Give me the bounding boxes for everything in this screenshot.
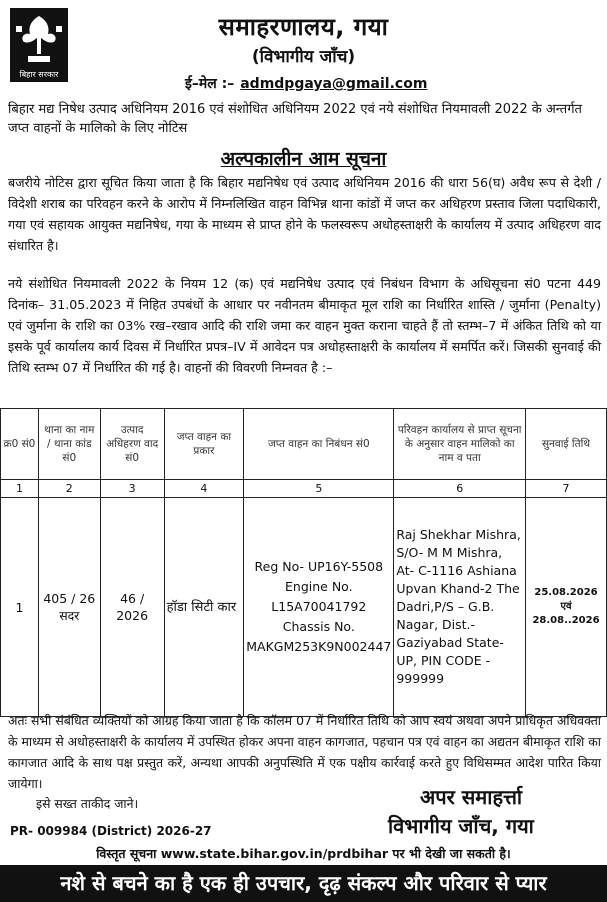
column-number: 3 (100, 480, 164, 498)
table-header-row (1, 409, 607, 480)
website-footnote: विस्तृत सूचना www.state.bihar.gov.in/prdbihar पर भी देखी जा सकती है। (96, 846, 511, 861)
hearing-dates (526, 498, 607, 717)
registration-cell (244, 498, 394, 717)
notice-header (0, 0, 607, 98)
department-subtitle: (विभागीय जाँच) (251, 47, 356, 67)
reg-number: Reg No- UP16Y-5508 (254, 559, 384, 574)
column-number-row (1, 480, 607, 498)
column-number: 6 (394, 480, 526, 498)
column-number: 5 (244, 480, 394, 498)
engine-number: L15A70041792 (271, 599, 367, 614)
email-label: ई–मेल :– (185, 76, 235, 92)
chassis-label: Chassis No. (282, 619, 355, 634)
signature-designation: अपर समाहर्त्ता (420, 785, 523, 809)
column-number: 1 (1, 480, 39, 498)
notice-paragraph-3: अतः सभी संबंधित व्यक्तियों को आग्रह किया जाता है कि कॉलम 07 में निर्धारित तिथि को आप स्वयं अथवा अपने प्राधिकृत अधिवक्ता के माध्यम से अधोहस्ताक्षरी के कार्यालय में उपस्थित होकर अपना वाहन कागजात, पहचान पत्र एवं वाहन का अद्यतन बीमाकृत राशि का कागजात आदि के साथ पक्ष प्रस्तुत करें, अन्यथा आपकी अनुपस्थिति में एक पक्षीय कार्रवाई करते हुए विधिसम्मत आदेश पारित किया जायेगा। (8, 713, 601, 791)
notice-paragraph-1: बजरीये नोटिस द्वारा सूचित किया जाता है कि बिहार मद्यनिषेध एवं उत्पाद अधिनियम 2016 की धारा 56(घ) अवैध रूप से देशी / विदेशी शराब का परिवहन करने के आरोप में निम्नलिखित वाहन विभिन्न थाना कांडों में जप्त कर अधिहरण प्रस्ताव जिला पदाधिकारी, गया एवं सहायक आयुक्त मद्यनिषेध, गया के माध्यम से प्राप्त होने के फलस्वरूप अधोहस्ताक्षरी के कार्यालय में उत्पाद अधिहरण वाद संधारित है। (8, 175, 601, 253)
notice-heading: अल्पकालीन आम सूचना (220, 148, 387, 170)
pr-number: PR- 009984 (District) 2026-27 (10, 824, 212, 838)
header-cell: जप्त वाहन का निबंधन सं0 (244, 409, 394, 480)
table-row (1, 498, 607, 717)
column-number: 4 (164, 480, 244, 498)
column-number: 2 (38, 480, 100, 498)
header-cell: क्र0 सं0 (1, 409, 39, 480)
header-cell: उत्पाद अधिहरण वाद सं0 (100, 409, 164, 480)
notice-closing: इसे सख्त ताकीद जाने। (36, 796, 139, 811)
notice-paragraph-2: नये संशोधित नियमावली 2022 के नियम 12 (क) एवं मद्यनिषेध उत्पाद एवं निबंधन विभाग के अधिसूचना सं0 पटना 449 दिनांक– 31.05.2023 में निहित उपबंधों के आधार पर नवीनतम बीमाकृत मूल राशि का निर्धारित शास्ति / जुर्माना (Penalty) एवं जुर्माना के राशि का 03% रख–रखाव आदि की राशि जमा कर वाहन मुक्त कराना चाहते हैं तो स्तम्भ–7 में अंकित तिथि को या इसके पूर्व कार्यालय कार्य दिवस में निर्धारित प्रपत्र–IV में आवेदन पत्र अधोहस्ताक्षरी के कार्यालय में समर्पित करें। जिसकी सुनवाई की तिथि स्तम्भ 07 में निर्धारित की गई है। वाहनों की विवरणी निम्नवत है :– (8, 276, 601, 375)
hearing-date-2: 28.08..2026 (532, 615, 600, 626)
vehicle-table (0, 408, 607, 717)
notice-intro: बिहार मद्य निषेध उत्पाद अधिनियम 2016 एवं संशोधित अधिनियम 2022 एवं नये संशोधित नियमावली 2022 के अन्तर्गत जप्त वाहनों के मालिको के लिए नोटिस (8, 102, 582, 136)
owner-details: Raj Shekhar Mishra, S/O- M M Mishra, At- C-1116 Ashiana Upvan Khand-2 The Dadri,P/S – G.B. Nagar, Dist.- Gaziyabad State- UP, PIN CODE - 999999 (394, 498, 526, 717)
serial-number: 1 (1, 498, 39, 717)
slogan-banner: नशे से बचने का है एक ही उपचार, दृढ़ संकल्प और परिवार से प्यार (0, 865, 607, 902)
email-address[interactable]: admdpgaya@gmail.com (240, 76, 428, 92)
thana-kand: 405 / 26 (43, 591, 96, 606)
logo-caption: बिहार सरकार (19, 70, 59, 79)
thana-cell (38, 498, 100, 717)
hearing-date-join: एवं (560, 601, 572, 612)
column-number: 7 (526, 480, 607, 498)
header-cell: जप्त वाहन का प्रकार (164, 409, 244, 480)
signature-department: विभागीय जाँच, गया (388, 814, 534, 838)
office-title: समाहरणालय, गया (218, 13, 389, 41)
hearing-date-1: 25.08.2026 (534, 587, 598, 598)
header-cell: सुनवाई तिथि (526, 409, 607, 480)
engine-label: Engine No. (285, 579, 353, 594)
thana-name: सदर (59, 608, 80, 623)
email-line (185, 74, 427, 93)
header-cell: थाना का नाम / थाना कांड सं0 (38, 409, 100, 480)
header-cell: परिवहन कार्यालय से प्राप्त सूचना के अनुसार वाहन मालिको का नाम व पता (394, 409, 526, 480)
vehicle-type: हॉडा सिटी कार (164, 498, 244, 717)
chassis-number: MAKGM253K9N002447 (246, 639, 392, 654)
case-number: 46 / 2026 (100, 498, 164, 717)
